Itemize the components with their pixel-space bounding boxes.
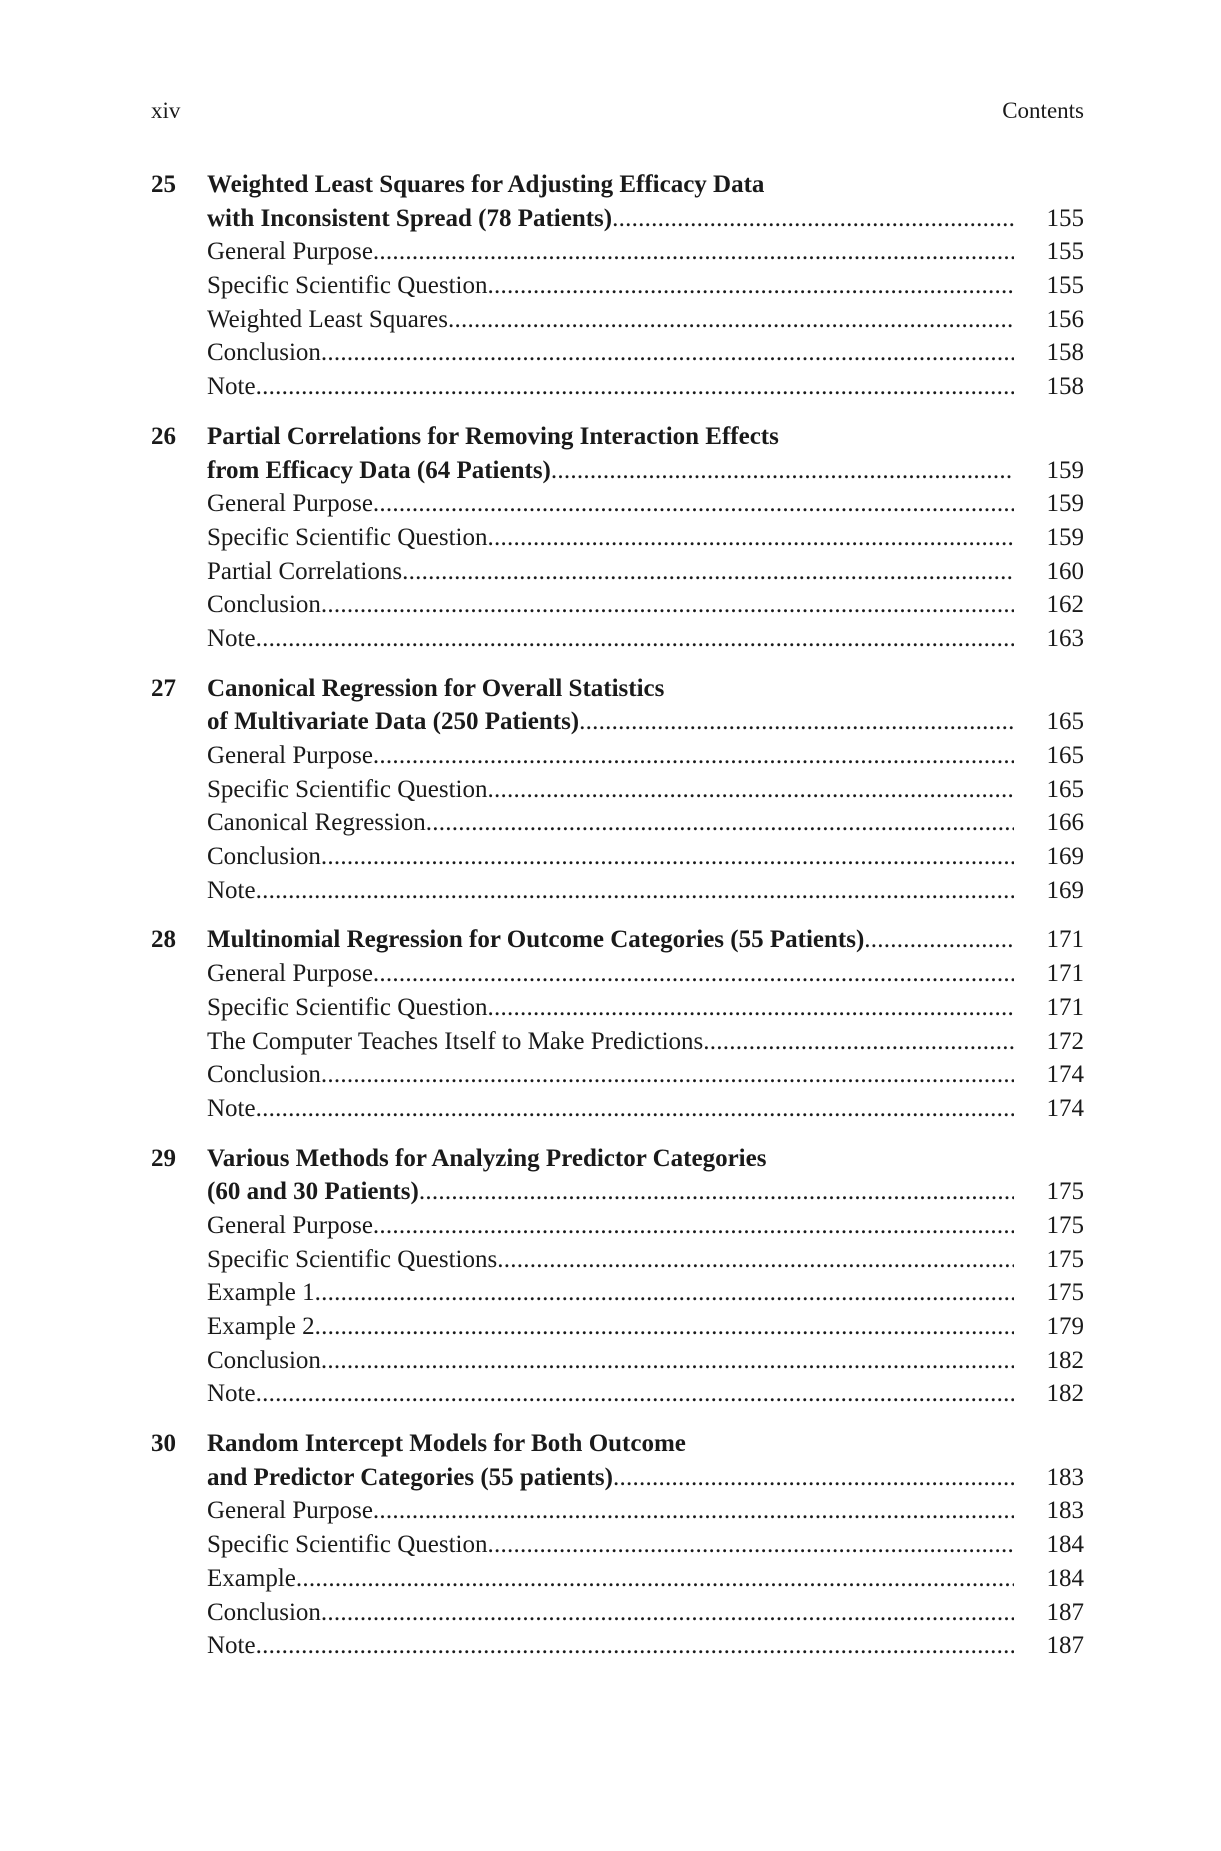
dot-leader bbox=[373, 957, 1014, 991]
chapter-title-line bbox=[151, 1461, 1084, 1495]
section-title[interactable]: Partial Correlations bbox=[207, 557, 403, 585]
toc-section-entry[interactable] bbox=[151, 806, 1084, 840]
section-title[interactable]: Conclusion bbox=[207, 1061, 321, 1089]
section-page-number[interactable]: 158 bbox=[1046, 373, 1084, 401]
table-of-contents bbox=[151, 168, 1084, 1679]
chapter-title[interactable]: Partial Correlations for Removing Interaction Effects bbox=[207, 422, 779, 450]
toc-section-entry[interactable] bbox=[151, 269, 1084, 303]
toc-section-entry[interactable] bbox=[151, 1596, 1084, 1630]
section-page-number[interactable]: 175 bbox=[1046, 1245, 1084, 1273]
dot-leader bbox=[487, 773, 1014, 807]
toc-section-entry[interactable] bbox=[151, 1025, 1084, 1059]
section-page-number[interactable]: 171 bbox=[1046, 960, 1084, 988]
section-page-number[interactable]: 155 bbox=[1046, 238, 1084, 266]
dot-leader bbox=[321, 1596, 1014, 1630]
chapter-title-line bbox=[151, 202, 1084, 236]
section-title[interactable]: The Computer Teaches Itself to Make Predictions bbox=[207, 1027, 704, 1055]
toc-chapter bbox=[151, 672, 1084, 908]
toc-chapter bbox=[151, 923, 1084, 1125]
toc-section-entry[interactable] bbox=[151, 555, 1084, 589]
section-page-number[interactable]: 174 bbox=[1046, 1094, 1084, 1122]
section-page-number[interactable]: 172 bbox=[1046, 1027, 1084, 1055]
section-page-number[interactable]: 165 bbox=[1046, 742, 1084, 769]
section-title[interactable]: Example 1 bbox=[207, 1279, 315, 1307]
section-title[interactable]: General Purpose bbox=[207, 490, 373, 518]
chapter-title[interactable]: from Efficacy Data (64 Patients) bbox=[207, 456, 551, 484]
toc-section-entry[interactable] bbox=[151, 1562, 1084, 1596]
section-page-number[interactable]: 162 bbox=[1046, 591, 1084, 619]
toc-section-entry[interactable] bbox=[151, 1058, 1084, 1092]
dot-leader bbox=[373, 739, 1014, 773]
section-title[interactable]: Conclusion bbox=[207, 1598, 321, 1626]
dot-leader bbox=[551, 454, 1014, 488]
dot-leader bbox=[402, 555, 1014, 589]
section-title[interactable]: Conclusion bbox=[207, 843, 321, 871]
toc-section-entry[interactable] bbox=[151, 1528, 1084, 1562]
chapter-title[interactable]: and Predictor Categories (55 patients) bbox=[207, 1463, 613, 1491]
section-page-number[interactable]: 175 bbox=[1046, 1279, 1084, 1307]
toc-section-entry[interactable] bbox=[151, 874, 1084, 908]
section-page-number[interactable]: 159 bbox=[1046, 490, 1084, 518]
chapter-page-number[interactable]: 183 bbox=[1046, 1463, 1084, 1491]
chapter-title[interactable]: Canonical Regression for Overall Statistics bbox=[207, 674, 665, 702]
toc-section-entry[interactable] bbox=[151, 303, 1084, 337]
chapter-title-line bbox=[151, 1142, 1084, 1176]
section-page-number[interactable]: 169 bbox=[1046, 843, 1084, 871]
toc-section-entry[interactable] bbox=[151, 487, 1084, 521]
toc-section-entry[interactable] bbox=[151, 1377, 1084, 1411]
chapter-page-number[interactable]: 159 bbox=[1046, 456, 1084, 484]
chapter-number: 28 bbox=[151, 926, 176, 954]
toc-section-entry[interactable] bbox=[151, 622, 1084, 656]
section-title[interactable]: General Purpose bbox=[207, 1211, 373, 1239]
chapter-number: 27 bbox=[151, 674, 176, 702]
section-page-number[interactable]: 187 bbox=[1046, 1632, 1084, 1660]
chapter-number: 26 bbox=[151, 422, 176, 450]
section-title[interactable]: Weighted Least Squares bbox=[207, 305, 448, 333]
dot-leader bbox=[321, 1058, 1014, 1092]
dot-leader bbox=[487, 991, 1014, 1025]
dot-leader bbox=[419, 1175, 1014, 1209]
chapter-title[interactable]: Various Methods for Analyzing Predictor Categories bbox=[207, 1144, 767, 1172]
chapter-page-number[interactable]: 155 bbox=[1046, 204, 1084, 232]
chapter-title-line bbox=[151, 168, 1084, 202]
toc-section-entry[interactable] bbox=[151, 588, 1084, 622]
section-page-number[interactable]: 183 bbox=[1046, 1497, 1084, 1525]
section-title[interactable]: General Purpose bbox=[207, 1497, 373, 1525]
dot-leader bbox=[321, 840, 1014, 874]
chapter-title[interactable]: Weighted Least Squares for Adjusting Efficacy Data bbox=[207, 171, 765, 198]
dot-leader bbox=[613, 1461, 1014, 1495]
section-title[interactable]: Canonical Regression bbox=[207, 809, 426, 837]
chapter-title[interactable]: with Inconsistent Spread (78 Patients) bbox=[207, 204, 613, 232]
toc-chapter bbox=[151, 168, 1084, 404]
section-page-number[interactable]: 184 bbox=[1046, 1564, 1084, 1592]
dot-leader bbox=[612, 202, 1014, 236]
dot-leader bbox=[256, 1629, 1014, 1663]
dot-leader bbox=[373, 1209, 1014, 1243]
section-page-number[interactable]: 156 bbox=[1046, 305, 1084, 333]
section-page-number[interactable]: 159 bbox=[1046, 523, 1084, 551]
dot-leader bbox=[373, 235, 1014, 269]
dot-leader bbox=[487, 269, 1014, 303]
toc-section-entry[interactable] bbox=[151, 235, 1084, 269]
section-page-number[interactable]: 155 bbox=[1046, 272, 1084, 300]
section-page-number[interactable]: 175 bbox=[1046, 1211, 1084, 1239]
section-page-number[interactable]: 160 bbox=[1046, 557, 1084, 585]
dot-leader bbox=[256, 1377, 1014, 1411]
section-title[interactable]: Specific Scientific Questions bbox=[207, 1245, 498, 1273]
chapter-page-number[interactable]: 175 bbox=[1046, 1178, 1084, 1206]
toc-section-entry[interactable] bbox=[151, 1209, 1084, 1243]
toc-section-entry[interactable] bbox=[151, 991, 1084, 1025]
dot-leader bbox=[426, 806, 1014, 840]
toc-section-entry[interactable] bbox=[151, 370, 1084, 404]
chapter-page-number[interactable]: 165 bbox=[1046, 708, 1084, 736]
section-title[interactable]: Specific Scientific Question bbox=[207, 523, 488, 551]
section-title[interactable]: Conclusion bbox=[207, 1346, 321, 1374]
toc-section-entry[interactable] bbox=[151, 336, 1084, 370]
dot-leader bbox=[373, 487, 1014, 521]
section-page-number[interactable]: 179 bbox=[1046, 1313, 1084, 1340]
section-page-number[interactable]: 165 bbox=[1046, 775, 1084, 803]
dot-leader bbox=[448, 303, 1014, 337]
section-page-number[interactable]: 171 bbox=[1046, 993, 1084, 1021]
chapter-title-line bbox=[151, 923, 1084, 957]
section-title[interactable]: General Purpose bbox=[207, 960, 373, 988]
section-title[interactable]: General Purpose bbox=[207, 238, 373, 266]
chapter-number: 29 bbox=[151, 1144, 176, 1172]
toc-section-entry[interactable] bbox=[151, 957, 1084, 991]
section-page-number[interactable]: 174 bbox=[1046, 1061, 1084, 1089]
toc-section-entry[interactable] bbox=[151, 1310, 1084, 1344]
chapter-title[interactable]: Multinomial Regression for Outcome Categories (55 Patients) bbox=[207, 926, 865, 954]
section-title[interactable]: Conclusion bbox=[207, 591, 321, 619]
dot-leader bbox=[315, 1276, 1014, 1310]
dot-leader bbox=[373, 1494, 1014, 1528]
chapter-title-line bbox=[151, 420, 1084, 454]
section-title[interactable]: Specific Scientific Question bbox=[207, 1531, 488, 1559]
toc-chapter bbox=[151, 1427, 1084, 1663]
section-page-number[interactable]: 187 bbox=[1046, 1598, 1084, 1626]
dot-leader bbox=[315, 1310, 1014, 1344]
toc-chapter bbox=[151, 420, 1084, 656]
dot-leader bbox=[487, 521, 1014, 555]
running-section-title: Contents bbox=[1002, 98, 1084, 123]
dot-leader bbox=[321, 588, 1014, 622]
section-title[interactable]: Note bbox=[207, 373, 256, 401]
dot-leader bbox=[487, 1528, 1014, 1562]
section-page-number[interactable]: 163 bbox=[1046, 624, 1084, 652]
chapter-title-line bbox=[151, 454, 1084, 488]
chapter-number: 25 bbox=[151, 171, 176, 198]
section-title[interactable]: Specific Scientific Question bbox=[207, 993, 488, 1021]
dot-leader bbox=[256, 370, 1014, 404]
toc-section-entry[interactable] bbox=[151, 773, 1084, 807]
toc-section-entry[interactable] bbox=[151, 1243, 1084, 1277]
toc-section-entry[interactable] bbox=[151, 521, 1084, 555]
section-title[interactable]: Example bbox=[207, 1564, 296, 1592]
dot-leader bbox=[497, 1243, 1014, 1277]
section-title[interactable]: Specific Scientific Question bbox=[207, 775, 488, 803]
dot-leader bbox=[256, 622, 1014, 656]
chapter-title[interactable]: Random Intercept Models for Both Outcome bbox=[207, 1430, 686, 1458]
toc-chapter bbox=[151, 1142, 1084, 1412]
dot-leader bbox=[256, 874, 1014, 908]
toc-section-entry[interactable] bbox=[151, 1629, 1084, 1663]
section-title[interactable]: General Purpose bbox=[207, 742, 373, 769]
chapter-title-line bbox=[151, 1427, 1084, 1461]
toc-section-entry[interactable] bbox=[151, 1276, 1084, 1310]
chapter-number: 30 bbox=[151, 1430, 176, 1458]
section-page-number[interactable]: 158 bbox=[1046, 339, 1084, 367]
chapter-title-line bbox=[151, 705, 1084, 739]
section-title[interactable]: Example 2 bbox=[207, 1313, 315, 1340]
toc-section-entry[interactable] bbox=[151, 1344, 1084, 1378]
chapter-title-line bbox=[151, 672, 1084, 706]
section-page-number[interactable]: 182 bbox=[1046, 1380, 1084, 1408]
toc-section-entry[interactable] bbox=[151, 1092, 1084, 1126]
section-title[interactable]: Note bbox=[207, 876, 256, 904]
section-title[interactable]: Note bbox=[207, 1094, 256, 1122]
chapter-page-number[interactable]: 171 bbox=[1046, 926, 1084, 954]
page-number-label: xiv bbox=[151, 98, 181, 123]
chapter-title[interactable]: of Multivariate Data (250 Patients) bbox=[207, 708, 580, 736]
dot-leader bbox=[864, 923, 1014, 957]
section-page-number[interactable]: 182 bbox=[1046, 1346, 1084, 1374]
dot-leader bbox=[321, 1344, 1014, 1378]
section-title[interactable]: Note bbox=[207, 1632, 256, 1660]
dot-leader bbox=[321, 336, 1014, 370]
running-header bbox=[151, 97, 1084, 125]
chapter-title-line bbox=[151, 1175, 1084, 1209]
dot-leader bbox=[703, 1025, 1014, 1059]
section-page-number[interactable]: 184 bbox=[1046, 1531, 1084, 1559]
section-page-number[interactable]: 166 bbox=[1046, 809, 1084, 837]
section-title[interactable]: Specific Scientific Question bbox=[207, 272, 488, 300]
toc-section-entry[interactable] bbox=[151, 1494, 1084, 1528]
section-title[interactable]: Conclusion bbox=[207, 339, 321, 367]
chapter-title[interactable]: (60 and 30 Patients) bbox=[207, 1178, 419, 1206]
toc-section-entry[interactable] bbox=[151, 840, 1084, 874]
section-title[interactable]: Note bbox=[207, 624, 256, 652]
section-page-number[interactable]: 169 bbox=[1046, 876, 1084, 904]
dot-leader bbox=[256, 1092, 1014, 1126]
toc-section-entry[interactable] bbox=[151, 739, 1084, 773]
dot-leader bbox=[579, 705, 1014, 739]
section-title[interactable]: Note bbox=[207, 1380, 256, 1408]
dot-leader bbox=[296, 1562, 1014, 1596]
